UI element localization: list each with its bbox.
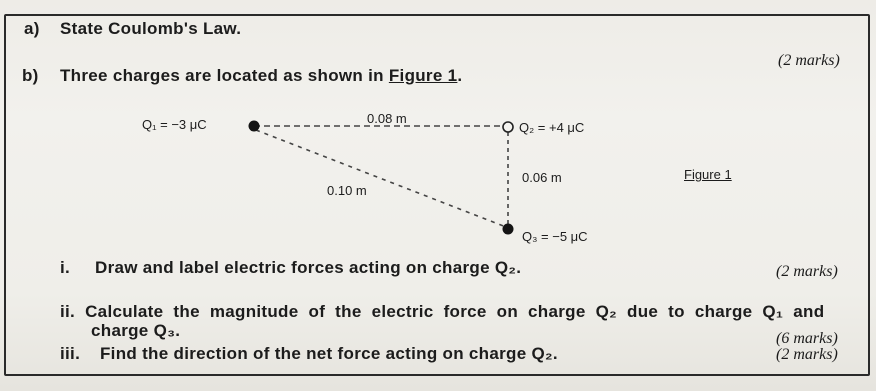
figure-caption: Figure 1 xyxy=(684,167,732,182)
q3-label: Q₃ = −5 μC xyxy=(522,229,588,244)
part-a-text: State Coulomb's Law. xyxy=(60,19,242,38)
distance-q1-q2-label: 0.08 m xyxy=(367,111,407,126)
distance-q2-q3-label: 0.06 m xyxy=(522,170,562,185)
q2-label: Q₂ = +4 μC xyxy=(519,120,585,135)
part-b-label: b) xyxy=(22,66,39,85)
distance-q1-q3-label: 0.10 m xyxy=(327,183,367,198)
question-iii-label: iii. xyxy=(60,344,81,363)
part-b-text: Three charges are located as shown in Figure 1. xyxy=(60,66,463,85)
question-iii-marks: (2 marks) xyxy=(776,346,838,363)
q1-charge-dot xyxy=(249,121,260,132)
q1-q3-dashed-line xyxy=(256,130,506,227)
figure-reference: Figure 1 xyxy=(388,66,458,85)
part-a-marks: (2 marks) xyxy=(778,52,840,69)
q3-charge-dot xyxy=(503,224,514,235)
question-iii-text: Find the direction of the net force acting on charge Q₂. xyxy=(100,344,558,363)
q2-charge-circle xyxy=(503,122,513,132)
question-i-text: Draw and label electric forces acting on charge Q₂. xyxy=(95,258,522,277)
q1-label: Q₁ = −3 μC xyxy=(142,117,207,132)
question-ii-text-line2: charge Q₃. xyxy=(91,321,181,340)
question-ii-marks: (6 marks) xyxy=(776,330,838,347)
question-ii-text: ii. Calculate the magnitude of the electric force on charge Q₂ due to charge Q₁ and xyxy=(60,302,825,321)
question-i-label: i. xyxy=(60,258,71,277)
part-a-label: a) xyxy=(24,19,40,38)
question-i-marks: (2 marks) xyxy=(776,263,838,280)
